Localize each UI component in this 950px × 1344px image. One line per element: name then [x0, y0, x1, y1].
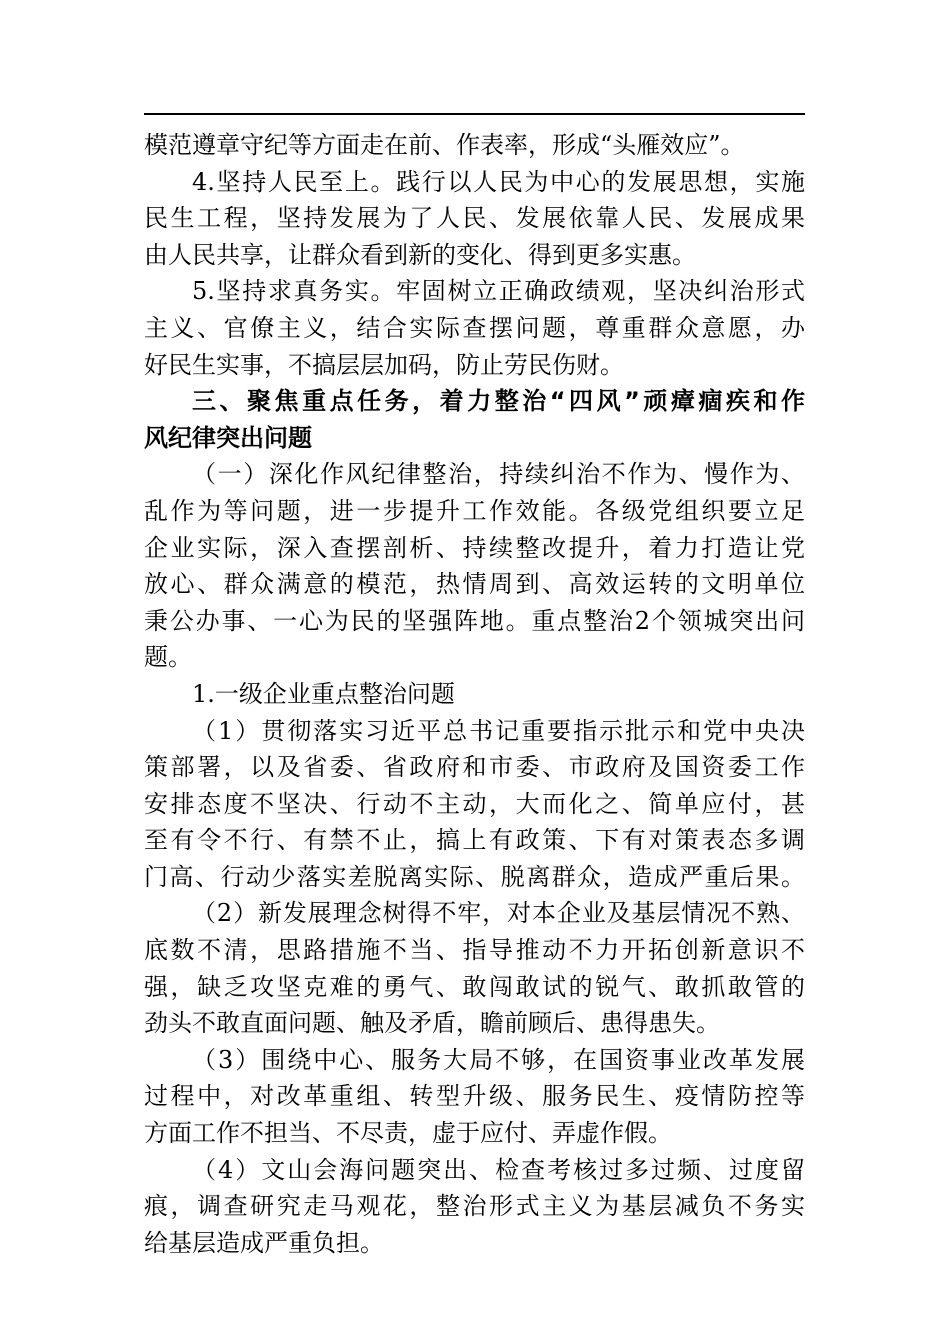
- paragraph-line: 企业实际，深入查摆剖析、持续整改提升，着力打造让党: [144, 533, 805, 562]
- paragraph-line: 过程中，对改革重组、转型升级、服务民生、疫情防控等: [144, 1082, 805, 1111]
- paragraph-line: 乱作为等问题，进一步提升工作效能。各级党组织要立足: [144, 496, 805, 525]
- paragraph-line: 5.坚持求真务实。牢固树立正确政绩观，坚决纠治形式: [192, 277, 805, 306]
- paragraph-line: 劲头不敢直面问题、触及矛盾，瞻前顾后、患得患失。: [144, 1009, 720, 1038]
- paragraph-line: 底数不清，思路措施不当、指导推动不力开拓创新意识不: [144, 936, 805, 965]
- paragraph-line: 1.一级企业重点整治问题: [192, 679, 455, 708]
- document-body: [144, 127, 805, 1261]
- paragraph-line: 痕，调查研究走马观花，整治形式主义为基层减负不务实: [144, 1192, 805, 1221]
- paragraph-line: 至有令不行、有禁不止，搞上有政策、下有对策表态多调: [144, 826, 805, 855]
- paragraph-line: 安排态度不坚决、行动不主动，大而化之、简单应付，甚: [144, 789, 805, 818]
- paragraph-line: 模范遵章守纪等方面走在前、作表率，形成“头雁效应”。: [144, 131, 745, 159]
- section-heading-line: 风纪律突出问题: [144, 423, 312, 452]
- paragraph-line: 主义、官僚主义，结合实际查摆问题，尊重群众意愿，办: [144, 313, 805, 342]
- paragraph-line: 门高、行动少落实差脱离实际、脱离群众，造成严重后果。: [144, 862, 805, 891]
- paragraph-line: 4.坚持人民至上。践行以人民为中心的发展思想，实施: [192, 167, 805, 196]
- paragraph-line: 好民生实事，不搞层层加码，防止劳民伤财。: [144, 350, 624, 379]
- paragraph-line: 由人民共享，让群众看到新的变化、得到更多实惠。: [144, 240, 696, 269]
- paragraph-line: 题。: [144, 643, 192, 672]
- paragraph-line: （1）贯彻落实习近平总书记重要指示批示和党中央决: [192, 716, 805, 745]
- paragraph-line: 秉公办事、一心为民的坚强阵地。重点整治2个领城突出问: [144, 606, 805, 635]
- paragraph-line: （3）围绕中心、服务大局不够，在国资事业改革发展: [192, 1045, 805, 1074]
- paragraph-line: （2）新发展理念树得不牢，对本企业及基层情况不熟、: [192, 899, 805, 928]
- paragraph-line: 放心、群众满意的模范，热情周到、高效运转的文明单位: [144, 570, 805, 599]
- paragraph-line: 民生工程，坚持发展为了人民、发展依靠人民、发展成果: [144, 204, 805, 233]
- paragraph-line: （4）文山会海问题突出、检查考核过多过频、过度留: [192, 1155, 805, 1184]
- paragraph-line: 方面工作不担当、不尽责，虚于应付、弄虚作假。: [144, 1119, 672, 1148]
- header-rule: [144, 113, 805, 115]
- paragraph-line: 策部署，以及省委、省政府和市委、市政府及国资委工作: [144, 753, 805, 782]
- paragraph-line: 给基层造成严重负担。: [144, 1228, 384, 1257]
- section-heading-line: 三、聚焦重点任务，着力整治“四风”顽瘴痼疾和作: [192, 387, 805, 416]
- paragraph-line: 强，缺乏攻坚克难的勇气、敢闯敢试的锐气、敢抓敢管的: [144, 972, 805, 1001]
- paragraph-line: （一）深化作风纪律整治，持续纠治不作为、慢作为、: [192, 460, 805, 489]
